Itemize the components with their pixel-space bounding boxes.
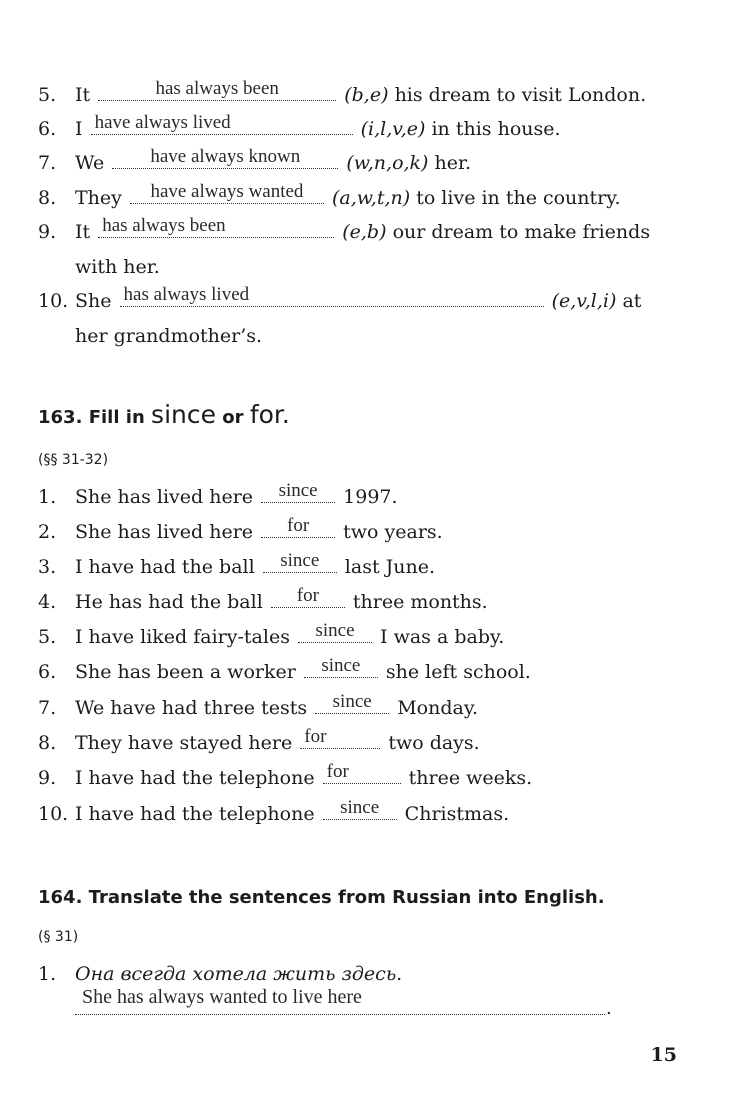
item-text: Monday. — [397, 697, 479, 719]
item-number: 9. — [38, 221, 57, 243]
item-text: two days. — [388, 732, 480, 754]
ex162-item-9-continuation — [75, 252, 679, 282]
item-text: at — [622, 290, 642, 312]
ex163-item-3 — [38, 552, 679, 582]
ex163-item-2 — [38, 517, 679, 547]
item-text: I was a baby. — [380, 626, 505, 648]
handwritten-answer: has always been — [155, 78, 279, 99]
item-text: They have stayed here — [75, 732, 293, 754]
handwritten-answer: since — [332, 691, 372, 712]
answer-blank[interactable] — [112, 148, 338, 169]
item-text: our dream to make friends — [392, 221, 651, 243]
ex163-item-10 — [38, 799, 679, 829]
heading-text: or — [222, 407, 244, 428]
item-number: 4. — [38, 591, 57, 613]
ex162-item-8 — [38, 183, 679, 213]
item-number: 6. — [38, 118, 57, 140]
item-text: last June. — [344, 556, 436, 578]
ex164-heading: 164. Translate the sentences from Russian into English. — [38, 887, 605, 908]
ex162-item-7 — [38, 148, 679, 178]
answer-blank[interactable] — [300, 728, 380, 749]
handwritten-answer: has always lived — [123, 284, 250, 305]
item-text: Christmas. — [404, 803, 510, 825]
handwritten-answer: since — [278, 480, 318, 501]
russian-sentence: Она всегда хотела жить здесь. — [75, 963, 403, 985]
letter-hint: (e,v,l,i) — [551, 290, 617, 312]
answer-blank[interactable] — [261, 482, 335, 503]
end-period: . — [606, 998, 612, 1019]
item-text: She has been a worker — [75, 661, 296, 683]
answer-blank[interactable] — [271, 587, 345, 608]
item-text: his dream to visit London. — [394, 84, 647, 106]
answer-blank[interactable] — [98, 80, 336, 101]
handwritten-answer: for — [296, 585, 319, 606]
item-text: I — [75, 118, 83, 140]
item-text: I have had the telephone — [75, 767, 315, 789]
ex162-item-9 — [38, 217, 679, 247]
item-number: 10. — [38, 290, 69, 312]
answer-blank[interactable] — [263, 552, 337, 573]
item-text: They — [75, 187, 122, 209]
ex163-item-1 — [38, 482, 679, 512]
item-text: to live in the country. — [416, 187, 621, 209]
item-text: He has had the ball — [75, 591, 263, 613]
answer-blank[interactable] — [120, 286, 544, 307]
handwritten-answer: since — [321, 655, 361, 676]
ex162-item-5 — [38, 80, 679, 110]
answer-blank[interactable] — [130, 183, 324, 204]
item-number: 5. — [38, 84, 57, 106]
item-number: 1. — [38, 963, 57, 985]
item-number: 8. — [38, 732, 57, 754]
item-number: 9. — [38, 767, 57, 789]
answer-blank[interactable] — [315, 693, 389, 714]
letter-hint: (w,n,o,k) — [346, 152, 429, 174]
item-text: three months. — [352, 591, 488, 613]
answer-blank[interactable] — [261, 517, 335, 538]
item-text: She has lived here — [75, 486, 254, 508]
item-text: two years. — [343, 521, 443, 543]
handwritten-answer: for — [326, 761, 349, 782]
ex163-item-5 — [38, 622, 679, 652]
ex163-item-7 — [38, 693, 679, 723]
ex162-item-6 — [38, 114, 679, 144]
ex163-item-9 — [38, 763, 679, 793]
item-text: she left school. — [385, 661, 531, 683]
answer-blank[interactable] — [304, 657, 378, 678]
handwritten-answer: for — [304, 726, 327, 747]
handwritten-answer: have always lived — [94, 112, 231, 133]
letter-hint: (a,w,t,n) — [331, 187, 411, 209]
item-number: 7. — [38, 152, 57, 174]
answer-blank[interactable] — [98, 217, 334, 238]
ex163-item-4 — [38, 587, 679, 617]
item-text: We have had three tests — [75, 697, 308, 719]
answer-blank[interactable] — [91, 114, 353, 135]
ex164-reference: (§ 31) — [38, 929, 79, 945]
item-text: I have had the telephone — [75, 803, 315, 825]
item-number: 6. — [38, 661, 57, 683]
page-number: 15 — [650, 1044, 677, 1066]
item-number: 8. — [38, 187, 57, 209]
answer-line[interactable] — [75, 1014, 605, 1015]
answer-blank[interactable] — [323, 763, 401, 784]
ex163-heading — [38, 400, 290, 429]
ex163-item-8 — [38, 728, 679, 758]
letter-hint: (i,l,v,e) — [360, 118, 426, 140]
handwritten-answer: for — [287, 515, 310, 536]
item-number: 1. — [38, 486, 57, 508]
item-number: 2. — [38, 521, 57, 543]
item-text: three weeks. — [408, 767, 533, 789]
ex164-item-1 — [38, 959, 679, 989]
ex162-item-10-continuation — [75, 321, 679, 351]
answer-blank[interactable] — [298, 622, 372, 643]
item-text: her. — [434, 152, 472, 174]
letter-hint: (e,b) — [342, 221, 387, 243]
item-text: her grandmother’s. — [75, 325, 263, 347]
item-text: with her. — [75, 256, 160, 278]
heading-word-since: since — [151, 400, 216, 429]
item-number: 3. — [38, 556, 57, 578]
item-text: We — [75, 152, 105, 174]
handwritten-answer: since — [340, 797, 380, 818]
handwritten-answer: have always wanted — [150, 181, 304, 202]
item-text: It — [75, 84, 91, 106]
item-text: She — [75, 290, 112, 312]
handwritten-answer: since — [315, 620, 355, 641]
item-text: She has lived here — [75, 521, 254, 543]
answer-blank[interactable] — [323, 799, 397, 820]
letter-hint: (b,e) — [344, 84, 389, 106]
item-number: 10. — [38, 803, 69, 825]
heading-text: Fill in — [88, 407, 145, 428]
item-text: 1997. — [343, 486, 398, 508]
ex162-item-10 — [38, 286, 679, 316]
item-number: 5. — [38, 626, 57, 648]
item-text: in this house. — [431, 118, 561, 140]
handwritten-answer: since — [280, 550, 320, 571]
heading-word-for: for. — [249, 400, 290, 429]
exercise-number: 163. — [38, 407, 83, 428]
item-text: I have had the ball — [75, 556, 255, 578]
item-number: 7. — [38, 697, 57, 719]
handwritten-answer: has always been — [102, 215, 226, 236]
handwritten-answer: have always known — [150, 146, 301, 167]
handwritten-translation[interactable]: She has always wanted to live here — [82, 986, 362, 1008]
ex163-item-6 — [38, 657, 679, 687]
item-text: It — [75, 221, 91, 243]
item-text: I have liked fairy-tales — [75, 626, 290, 648]
ex163-reference: (§§ 31-32) — [38, 452, 109, 468]
